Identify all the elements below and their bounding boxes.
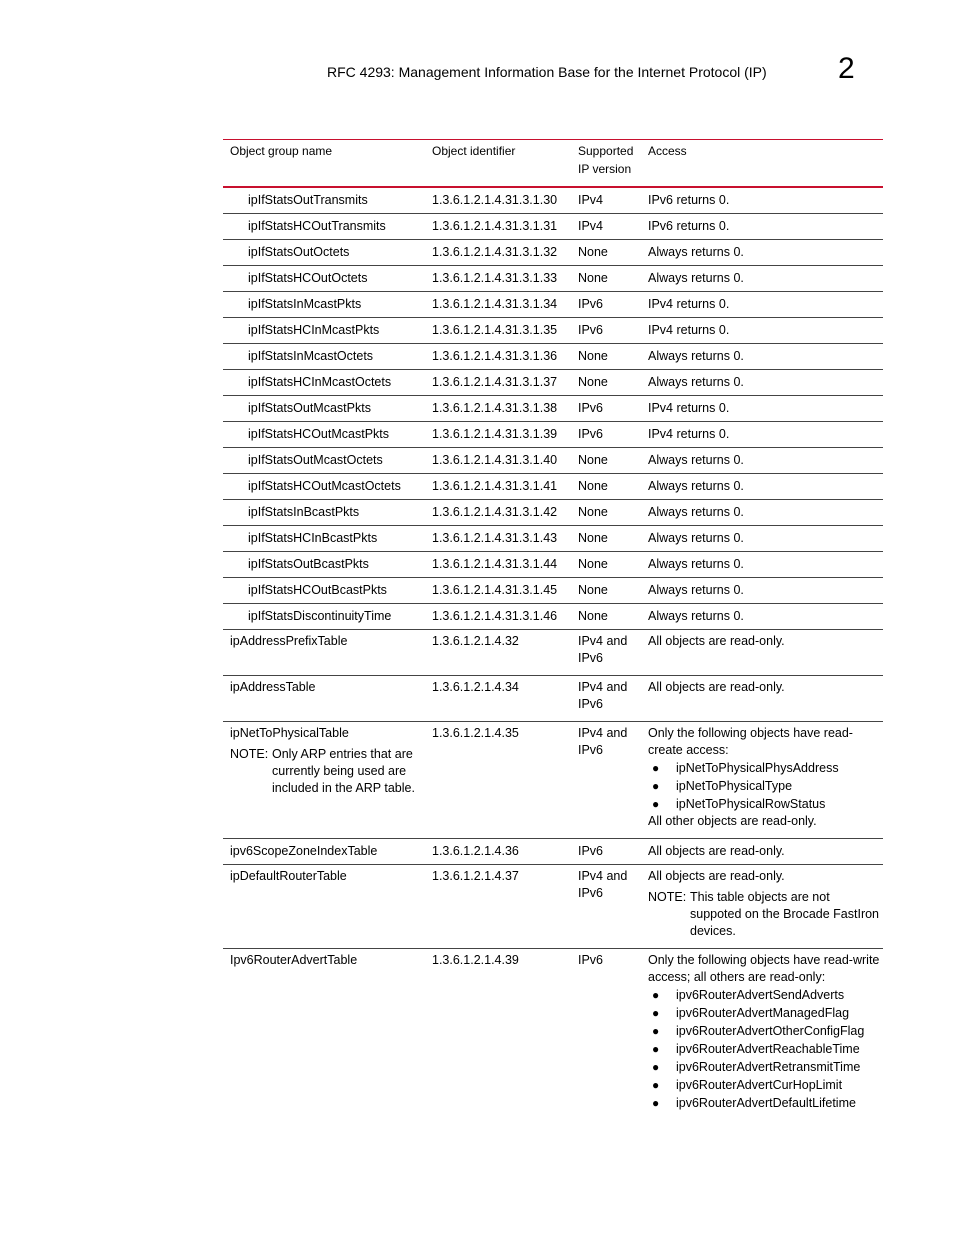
bullet-icon: ● [652,1096,660,1110]
row-access: Only the following objects have read-create access: ● ipNetToPhysicalPhysAddress ● ipNetToPhysicalType ● ipNetToPhysicalRowStatus All other objects are read-only. [648,725,883,830]
row-oid: 1.3.6.1.2.1.4.32 [432,634,519,648]
row-name: ipIfStatsInBcastPkts [248,505,360,519]
row-name: ipIfStatsDiscontinuityTime [248,609,392,623]
table-row [223,344,883,369]
table-row [223,865,883,948]
page-header-title: RFC 4293: Management Information Base for the Internet Protocol (IP) [327,64,767,80]
row-version: IPv4 [578,219,604,233]
row-version: None [578,583,608,597]
table-row [223,578,883,603]
row-oid: 1.3.6.1.2.1.4.34 [432,680,519,694]
mib-table [223,139,883,1120]
table-row [223,448,883,473]
col-header-access: Access [648,144,687,158]
list-item: ● ipv6RouterAdvertSendAdverts [652,988,845,1002]
row-version: None [578,349,608,363]
list-item: ● ipv6RouterAdvertReachableTime [652,1042,860,1056]
row-access: All objects are read-only. [648,634,785,648]
row-name: ipIfStatsOutBcastPkts [248,557,369,571]
list-item: ● ipv6RouterAdvertOtherConfigFlag [652,1024,865,1038]
row-access: Always returns 0. [648,583,744,597]
row-access: Always returns 0. [648,505,744,519]
list-item: ● ipv6RouterAdvertCurHopLimit [652,1078,843,1092]
row-access: Only the following objects have read-write access; all others are read-only: ● ipv6RouterAdvertSendAdverts ● ipv6RouterAdvertManagedFlag ● ipv6RouterAdvertOtherConfigFlag ● ipv6RouterAdvertReachableTime ● ipv6RouterAdvertRetransmitTime ● ipv6RouterAdvertCurHopLimit ● ipv6RouterAdvertDefaultLifetime [648,952,883,1112]
bullet-icon: ● [652,1042,660,1056]
row-version: IPv6 [578,427,604,441]
row-name: ipv6ScopeZoneIndexTable [230,844,378,858]
table-row [223,214,883,239]
row-name: ipIfStatsHCInMcastOctets [248,375,392,389]
bullet-icon: ● [652,761,660,775]
table-row [223,422,883,447]
bullet-list [648,759,883,813]
row-version: IPv6 [578,401,604,415]
list-item: ● ipNetToPhysicalType [652,779,793,793]
row-version: None [578,479,608,493]
row-oid: 1.3.6.1.2.1.4.31.3.1.32 [432,245,558,259]
row-oid: 1.3.6.1.2.1.4.39 [432,953,519,967]
row-name: ipIfStatsOutMcastOctets [248,453,383,467]
row-access: IPv4 returns 0. [648,401,730,415]
col-header-name: Object group name [230,144,333,158]
table-row [223,676,883,721]
list-item: ● ipv6RouterAdvertManagedFlag [652,1006,850,1020]
row-access: IPv6 returns 0. [648,219,730,233]
row-access: Always returns 0. [648,375,744,389]
row-version: None [578,531,608,545]
row-oid: 1.3.6.1.2.1.4.35 [432,726,519,740]
row-name: ipIfStatsHCInBcastPkts [248,531,378,545]
row-access: All objects are read-only. [648,680,785,694]
bullet-list [648,986,883,1112]
table-row [223,630,883,675]
row-version: None [578,609,608,623]
row-version: IPv4 and IPv6 [578,869,628,900]
note-label: NOTE: [648,890,687,904]
row-name: ipIfStatsHCInMcastPkts [248,323,380,337]
table-row [223,396,883,421]
note-text: Only ARP entries that are currently being used are included in the ARP table. [272,747,415,795]
row-access: IPv4 returns 0. [648,297,730,311]
row-access: Always returns 0. [648,479,744,493]
row-access: IPv4 returns 0. [648,427,730,441]
row-name: ipIfStatsHCOutTransmits [248,219,386,233]
row-access: Always returns 0. [648,453,744,467]
row-name: ipIfStatsOutTransmits [248,193,368,207]
table-row [223,552,883,577]
bullet-icon: ● [652,1078,660,1092]
table-row [223,240,883,265]
row-name: ipIfStatsHCOutMcastOctets [248,479,401,493]
row-name: ipDefaultRouterTable [230,869,347,883]
row-access: Always returns 0. [648,245,744,259]
table-row [223,292,883,317]
row-oid: 1.3.6.1.2.1.4.31.3.1.31 [432,219,558,233]
chapter-number: 2 [838,52,855,85]
row-access: IPv6 returns 0. [648,193,730,207]
row-oid: 1.3.6.1.2.1.4.31.3.1.44 [432,557,558,571]
table-row [223,722,883,838]
table-row [223,526,883,551]
row-version: None [578,375,608,389]
row-version: IPv6 [578,844,604,858]
row-oid: 1.3.6.1.2.1.4.31.3.1.33 [432,271,558,285]
note-label: NOTE: [230,747,269,761]
row-access: All objects are read-only. NOTE: This table objects are not suppoted on the Brocade FastIron devices. [648,868,883,940]
row-version: None [578,453,608,467]
row-version: None [578,505,608,519]
row-oid: 1.3.6.1.2.1.4.31.3.1.37 [432,375,558,389]
row-oid: 1.3.6.1.2.1.4.31.3.1.40 [432,453,558,467]
table-row [223,370,883,395]
bullet-icon: ● [652,988,660,1002]
bullet-icon: ● [652,779,660,793]
note-text: This table objects are not suppoted on the Brocade FastIron devices. [690,890,880,938]
table-row [223,500,883,525]
row-name: ipIfStatsHCOutBcastPkts [248,583,387,597]
table-row [223,604,883,629]
table-row [223,839,883,864]
row-name: ipIfStatsOutOctets [248,245,350,259]
table-row [223,318,883,343]
row-oid: 1.3.6.1.2.1.4.31.3.1.39 [432,427,558,441]
note [230,746,432,797]
note [648,889,883,940]
row-name: ipIfStatsHCOutMcastPkts [248,427,390,441]
row-oid: 1.3.6.1.2.1.4.31.3.1.38 [432,401,558,415]
row-oid: 1.3.6.1.2.1.4.31.3.1.43 [432,531,558,545]
row-name: ipAddressTable [230,680,316,694]
row-oid: 1.3.6.1.2.1.4.31.3.1.35 [432,323,558,337]
row-version: IPv4 and IPv6 [578,634,628,665]
row-version: None [578,245,608,259]
table-row [223,474,883,499]
row-oid: 1.3.6.1.2.1.4.37 [432,869,519,883]
table-row [223,949,883,1120]
row-name: ipIfStatsInMcastPkts [248,297,362,311]
row-version: IPv6 [578,323,604,337]
row-oid: 1.3.6.1.2.1.4.31.3.1.42 [432,505,558,519]
row-version: IPv4 and IPv6 [578,680,628,711]
table-row [223,266,883,291]
row-name: ipAddressPrefixTable [230,634,348,648]
stats-rows [223,188,883,630]
row-name: ipIfStatsInMcastOctets [248,349,374,363]
row-oid: 1.3.6.1.2.1.4.31.3.1.45 [432,583,558,597]
row-access: Always returns 0. [648,349,744,363]
row-name: ipIfStatsOutMcastPkts [248,401,371,415]
row-version: None [578,271,608,285]
row-version: IPv4 and IPv6 [578,726,628,757]
bullet-icon: ● [652,797,660,811]
row-access: All objects are read-only. [648,844,785,858]
row-oid: 1.3.6.1.2.1.4.31.3.1.36 [432,349,558,363]
row-oid: 1.3.6.1.2.1.4.36 [432,844,519,858]
row-version: IPv4 [578,193,604,207]
row-access: Always returns 0. [648,531,744,545]
row-oid: 1.3.6.1.2.1.4.31.3.1.30 [432,193,558,207]
row-name: ipIfStatsHCOutOctets [248,271,368,285]
bullet-icon: ● [652,1024,660,1038]
row-access: Always returns 0. [648,609,744,623]
row-name-cell [223,725,432,830]
row-oid: 1.3.6.1.2.1.4.31.3.1.34 [432,297,558,311]
list-item: ● ipv6RouterAdvertDefaultLifetime [652,1096,856,1110]
bullet-icon: ● [652,1060,660,1074]
col-header-version: Supported IP version [578,144,634,176]
row-access: IPv4 returns 0. [648,323,730,337]
list-item: ● ipNetToPhysicalRowStatus [652,797,826,811]
row-name: Ipv6RouterAdvertTable [230,953,358,967]
row-oid: 1.3.6.1.2.1.4.31.3.1.46 [432,609,558,623]
row-version: IPv6 [578,953,604,967]
row-name: ipNetToPhysicalTable [230,726,349,740]
row-access: Always returns 0. [648,557,744,571]
table-row [223,188,883,213]
list-item: ● ipNetToPhysicalPhysAddress [652,761,839,775]
row-access: Always returns 0. [648,271,744,285]
row-version: None [578,557,608,571]
table-header-row [223,140,883,186]
col-header-oid: Object identifier [432,144,516,158]
list-item: ● ipv6RouterAdvertRetransmitTime [652,1060,861,1074]
bullet-icon: ● [652,1006,660,1020]
row-version: IPv6 [578,297,604,311]
row-oid: 1.3.6.1.2.1.4.31.3.1.41 [432,479,558,493]
